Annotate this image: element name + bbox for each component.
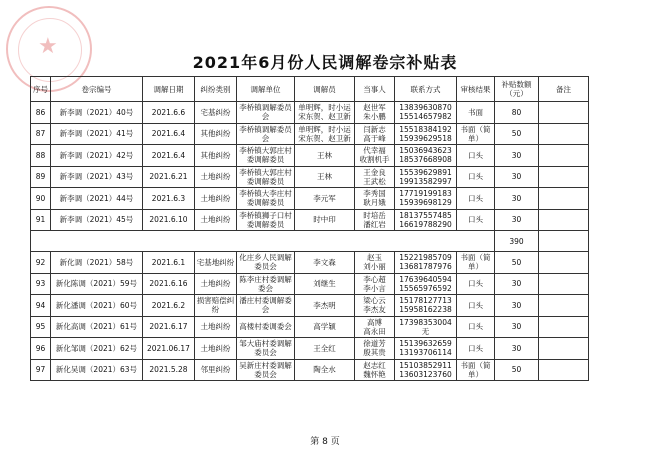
cell-date: 2021.6.21 [143, 166, 195, 188]
cell-file: 新李调（2021）41号 [51, 123, 143, 145]
cell-no: 90 [31, 188, 51, 210]
cell-amount: 30 [495, 316, 539, 338]
cell-note [539, 359, 589, 381]
cell-date: 2021.6.16 [143, 273, 195, 295]
cell-unit: 李桥镇狮子口村委调解委员 [237, 209, 295, 231]
cell-mediator: 时中印 [295, 209, 355, 231]
cell-date: 2021.5.28 [143, 359, 195, 381]
cell-result: 口头 [457, 188, 495, 210]
subtotal-amount: 390 [495, 231, 539, 252]
cell-type: 邻里纠纷 [195, 359, 237, 381]
cell-unit: 李桥镇大李庄村委调解委员 [237, 188, 295, 210]
cell-type: 土地纠纷 [195, 209, 237, 231]
cell-no: 86 [31, 102, 51, 124]
cell-party: 高博 高永田 [355, 316, 395, 338]
cell-unit: 李桥镇调解委员会 [237, 102, 295, 124]
cell-type: 宅基地纠纷 [195, 252, 237, 274]
cell-mediator: 单明辉，时小运宋东贺、赵卫新 [295, 123, 355, 145]
cell-type: 土地纠纷 [195, 338, 237, 360]
table-body-group-2 [31, 252, 589, 381]
cell-result: 口头 [457, 166, 495, 188]
cell-phone: 15539629891 19913582997 [395, 166, 457, 188]
cell-phone: 15221985709 13681787976 [395, 252, 457, 274]
cell-no: 92 [31, 252, 51, 274]
cell-result: 书面（简单） [457, 252, 495, 274]
cell-type: 损害赔偿纠纷 [195, 295, 237, 317]
cell-result: 书面 [457, 102, 495, 124]
cell-phone: 17719199183 15939698129 [395, 188, 457, 210]
cell-amount: 30 [495, 166, 539, 188]
cell-result: 口头 [457, 316, 495, 338]
cell-note [539, 316, 589, 338]
header-cell: 调解单位 [237, 77, 295, 102]
cell-phone: 15178127713 15958162238 [395, 295, 457, 317]
cell-file: 新化调（2021）58号 [51, 252, 143, 274]
cell-party: 闫新志 高于峰 [355, 123, 395, 145]
cell-unit: 李桥镇大郭庄村委调解委员 [237, 145, 295, 167]
cell-amount: 30 [495, 145, 539, 167]
header-cell: 卷宗编号 [51, 77, 143, 102]
cell-file: 新化高调（2021）61号 [51, 316, 143, 338]
cell-unit: 邹大庙村委调解委员会 [237, 338, 295, 360]
cell-no: 91 [31, 209, 51, 231]
cell-result: 书面（简单） [457, 359, 495, 381]
cell-file: 新李调（2021）43号 [51, 166, 143, 188]
cell-amount: 50 [495, 252, 539, 274]
cell-note [539, 209, 589, 231]
cell-unit: 潘庄村委调解委会 [237, 295, 295, 317]
cell-file: 新李调（2021）45号 [51, 209, 143, 231]
cell-mediator: 单明辉，时小运宋东贺、赵卫新 [295, 102, 355, 124]
cell-date: 2021.6.6 [143, 102, 195, 124]
cell-date: 2021.6.17 [143, 316, 195, 338]
cell-note [539, 102, 589, 124]
cell-party: 赵志红 魏怀艳 [355, 359, 395, 381]
cell-note [539, 166, 589, 188]
cell-type: 土地纠纷 [195, 273, 237, 295]
cell-no: 87 [31, 123, 51, 145]
cell-type: 其他纠纷 [195, 123, 237, 145]
seal-star-icon: ★ [38, 34, 58, 59]
cell-amount: 30 [495, 273, 539, 295]
cell-result: 口头 [457, 295, 495, 317]
header-cell: 联系方式 [395, 77, 457, 102]
subtotal-row [31, 231, 589, 252]
cell-type: 土地纠纷 [195, 166, 237, 188]
page-title: 2021年6月份人民调解卷宗补贴表 [192, 53, 458, 72]
cell-amount: 30 [495, 338, 539, 360]
cell-mediator: 王全红 [295, 338, 355, 360]
table-row [31, 252, 589, 274]
cell-file: 新化吴调（2021）63号 [51, 359, 143, 381]
cell-note [539, 123, 589, 145]
cell-note [539, 145, 589, 167]
header-cell: 纠纷类别 [195, 77, 237, 102]
cell-amount: 30 [495, 209, 539, 231]
cell-note [539, 252, 589, 274]
cell-party: 梁心云 李杰友 [355, 295, 395, 317]
cell-phone: 18137557485 16619788290 [395, 209, 457, 231]
cell-no: 95 [31, 316, 51, 338]
cell-file: 新李调（2021）44号 [51, 188, 143, 210]
cell-party: 王金良 王武松 [355, 166, 395, 188]
cell-no: 89 [31, 166, 51, 188]
cell-type: 其他纠纷 [195, 145, 237, 167]
cell-unit: 陈李庄村委调解委会 [237, 273, 295, 295]
cell-no: 88 [31, 145, 51, 167]
cell-mediator: 李文森 [295, 252, 355, 274]
page-number: 第 8 页 [310, 437, 340, 447]
cell-result: 书面（简单） [457, 123, 495, 145]
header-cell: 当事人 [355, 77, 395, 102]
table-row [31, 188, 589, 210]
cell-phone: 15518384192 15939629518 [395, 123, 457, 145]
cell-date: 2021.6.4 [143, 123, 195, 145]
cell-party: 赵玉 刘小丽 [355, 252, 395, 274]
cell-amount: 50 [495, 123, 539, 145]
cell-note [539, 273, 589, 295]
cell-mediator: 王林 [295, 166, 355, 188]
header-row [31, 77, 589, 102]
cell-party: 时培岳 潘红岩 [355, 209, 395, 231]
cell-note [539, 338, 589, 360]
cell-party: 李秀国 耿月娥 [355, 188, 395, 210]
header-cell: 审核结果 [457, 77, 495, 102]
header-cell: 调解员 [295, 77, 355, 102]
cell-mediator: 李元军 [295, 188, 355, 210]
cell-party: 代幸福 收割机手 [355, 145, 395, 167]
table-row [31, 123, 589, 145]
header-cell: 序号 [31, 77, 51, 102]
cell-date: 2021.6.3 [143, 188, 195, 210]
cell-type: 土地纠纷 [195, 316, 237, 338]
cell-unit: 李桥镇调解委员会 [237, 123, 295, 145]
cell-amount: 30 [495, 295, 539, 317]
cell-amount: 80 [495, 102, 539, 124]
cell-mediator: 王林 [295, 145, 355, 167]
cell-mediator: 李杰明 [295, 295, 355, 317]
cell-mediator: 陶全水 [295, 359, 355, 381]
cell-mediator: 高学颖 [295, 316, 355, 338]
cell-party: 徐道芳 殷其贵 [355, 338, 395, 360]
cell-type: 土地纠纷 [195, 188, 237, 210]
table-row [31, 145, 589, 167]
table-body-group-1 [31, 102, 589, 231]
cell-result: 口头 [457, 338, 495, 360]
cell-no: 97 [31, 359, 51, 381]
cell-unit: 李桥镇大郭庄村委调解委员 [237, 166, 295, 188]
table-row [31, 316, 589, 338]
cell-type: 宅基纠纷 [195, 102, 237, 124]
cell-file: 新李调（2021）40号 [51, 102, 143, 124]
header-cell: 补贴数额（元） [495, 77, 539, 102]
table-row [31, 166, 589, 188]
cell-file: 新化陈调（2021）59号 [51, 273, 143, 295]
cell-unit: 化庄乡人民调解委员会 [237, 252, 295, 274]
cell-no: 96 [31, 338, 51, 360]
table-row [31, 209, 589, 231]
table-row [31, 295, 589, 317]
cell-note [539, 295, 589, 317]
cell-result: 口头 [457, 145, 495, 167]
cell-result: 口头 [457, 273, 495, 295]
cell-file: 新化邹调（2021）62号 [51, 338, 143, 360]
cell-unit: 高楼村委调委会 [237, 316, 295, 338]
cell-file: 新李调（2021）42号 [51, 145, 143, 167]
cell-date: 2021.6.10 [143, 209, 195, 231]
cell-party: 赵世军 朱小鹏 [355, 102, 395, 124]
table-row [31, 102, 589, 124]
subsidy-table [30, 76, 589, 381]
cell-unit: 吴新庄村委调解委员会 [237, 359, 295, 381]
subtotal-note [539, 231, 589, 252]
cell-phone: 15139632659 13193706114 [395, 338, 457, 360]
cell-phone: 17639640594 15565976592 [395, 273, 457, 295]
table-row [31, 338, 589, 360]
cell-phone: 15036943623 18537668908 [395, 145, 457, 167]
cell-phone: 17398353004 无 [395, 316, 457, 338]
cell-party: 李心超 李小言 [355, 273, 395, 295]
cell-date: 2021.6.1 [143, 252, 195, 274]
cell-mediator: 刘继生 [295, 273, 355, 295]
header-cell: 备注 [539, 77, 589, 102]
cell-phone: 13839630870 15514657982 [395, 102, 457, 124]
cell-no: 93 [31, 273, 51, 295]
cell-date: 2021.6.2 [143, 295, 195, 317]
cell-no: 94 [31, 295, 51, 317]
table-row [31, 359, 589, 381]
subtotal-spacer [31, 231, 495, 252]
cell-date: 2021.6.4 [143, 145, 195, 167]
cell-file: 新化潘调（2021）60号 [51, 295, 143, 317]
table-row [31, 273, 589, 295]
cell-note [539, 188, 589, 210]
header-cell: 调解日期 [143, 77, 195, 102]
cell-phone: 15103852911 13603123760 [395, 359, 457, 381]
cell-amount: 50 [495, 359, 539, 381]
cell-date: 2021.06.17 [143, 338, 195, 360]
subtotal-section [31, 231, 589, 252]
cell-result: 口头 [457, 209, 495, 231]
cell-amount: 30 [495, 188, 539, 210]
